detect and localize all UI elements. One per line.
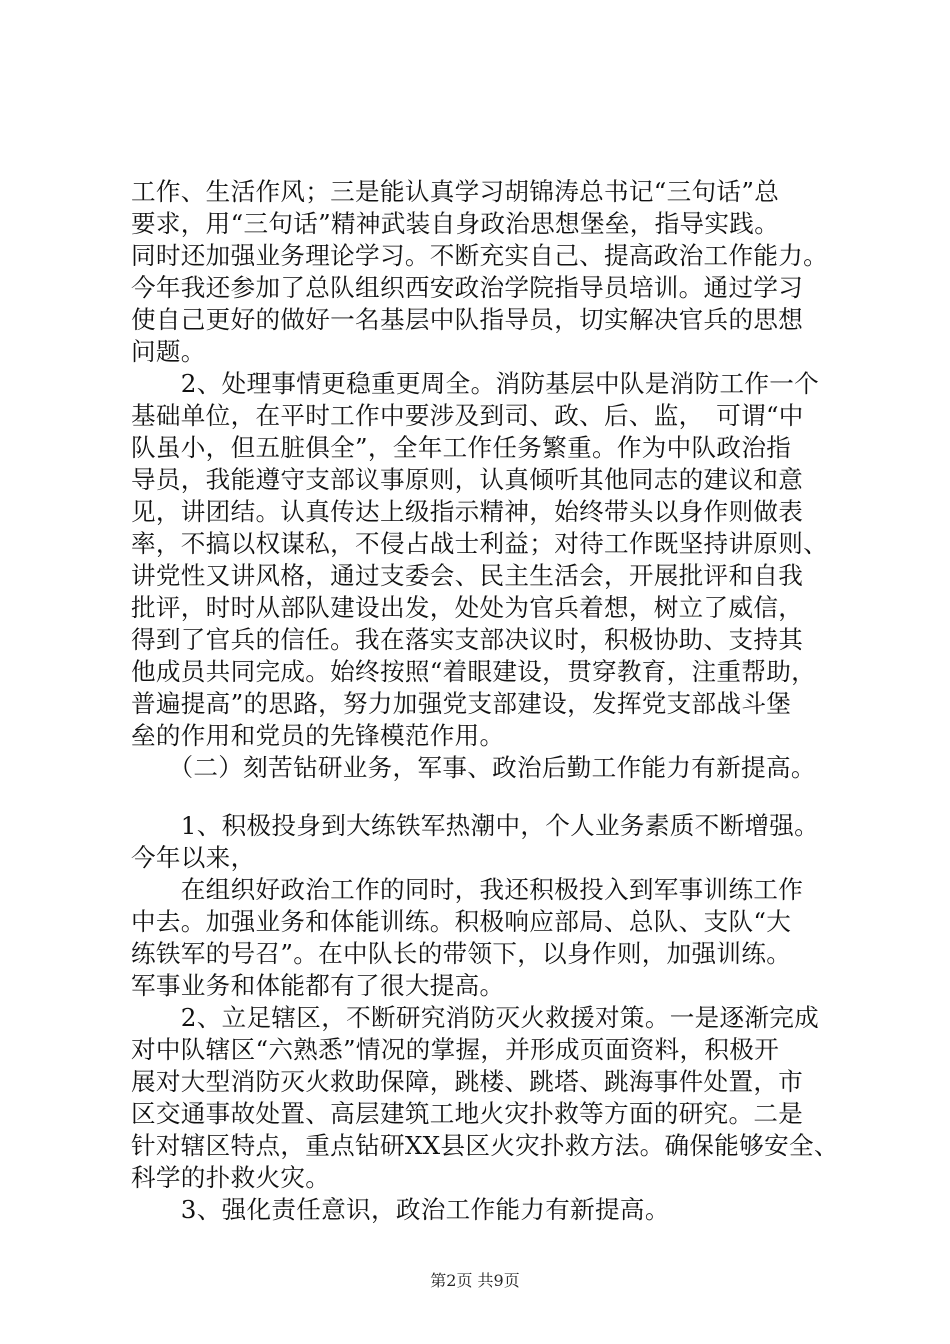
text-line: 中去。加强业务和体能训练。积极响应部局、总队、支队“大 (131, 907, 792, 936)
text-line: 2、立足辖区，不断研究消防灭火救援对策。一是逐渐完成 (131, 1003, 820, 1032)
text-line: 他成员共同完成。始终按照“着眼建设，贯穿教育，注重帮助， (131, 657, 817, 686)
text-line: 区交通事故处置、高层建筑工地火灾扑救等方面的研究。二是 (131, 1099, 804, 1128)
section-heading: （二）刻苦钻研业务，军事、政治后勤工作能力有新提高。 (131, 753, 816, 782)
text-line: 1、积极投身到大练铁军热潮中，个人业务素质不断增强。 (131, 811, 820, 840)
text-line: 2、处理事情更稳重更周全。消防基层中队是消防工作一个 (131, 369, 820, 398)
text-line: 同时还加强业务理论学习。不断充实自己、提高政治工作能力。 (131, 241, 829, 270)
text-line: 今年以来， (131, 843, 256, 872)
text-line: 见，讲团结。认真传达上级指示精神，始终带头以身作则做表 (131, 497, 804, 526)
text-line: 得到了官兵的信任。我在落实支部决议时，积极协助、支持其 (131, 625, 804, 654)
text-line: 批评，时时从部队建设出发，处处为官兵着想，树立了威信， (131, 593, 804, 622)
text-line: 练铁军的号召”。在中队长的带领下，以身作则，加强训练。 (131, 939, 792, 968)
text-line: 今年我还参加了总队组织西安政治学院指导员培训。通过学习 (131, 273, 804, 302)
text-line: 对中队辖区“六熟悉”情况的掌握，并形成页面资料，积极开 (131, 1035, 780, 1064)
text-line: 工作、生活作风；三是能认真学习胡锦涛总书记“三句话”总 (131, 177, 780, 206)
page-footer: 第2页 共9页 (430, 1271, 520, 1290)
text-line: 导员，我能遵守支部议事原则，认真倾听其他同志的建议和意 (131, 465, 804, 494)
text-line: 3、强化责任意识，政治工作能力有新提高。 (131, 1195, 670, 1224)
text-line: 讲党性又讲风格，通过支委会、民主生活会，开展批评和自我 (131, 561, 804, 590)
text-line: 垒的作用和党员的先锋模范作用。 (131, 721, 505, 750)
text-line: 展对大型消防灭火救助保障，跳楼、跳塔、跳海事件处置，市 (131, 1067, 804, 1096)
text-line: 针对辖区特点，重点钻研XX县区火灾扑救方法。确保能够安全、 (131, 1131, 839, 1160)
text-line: 普遍提高”的思路，努力加强党支部建设，发挥党支部战斗堡 (131, 689, 792, 718)
text-line: 队虽小，但五脏俱全”，全年工作任务繁重。作为中队政治指 (131, 433, 792, 462)
text-line: 使自己更好的做好一名基层中队指导员，切实解决官兵的思想 (131, 305, 804, 334)
text-line: 要求，用“三句话”精神武装自身政治思想堡垒，指导实践。 (131, 209, 780, 238)
text-line: 基础单位，在平时工作中要涉及到司、政、后、监， 可谓“中 (131, 401, 804, 430)
text-line: 率，不搞以权谋私，不侵占战士利益；对待工作既坚持讲原则、 (131, 529, 829, 558)
text-line: 问题。 (131, 337, 206, 366)
text-line: 军事业务和体能都有了很大提高。 (131, 971, 505, 1000)
text-line: 在组织好政治工作的同时，我还积极投入到军事训练工作 (131, 875, 804, 904)
text-line: 科学的扑救火灾。 (131, 1163, 331, 1192)
